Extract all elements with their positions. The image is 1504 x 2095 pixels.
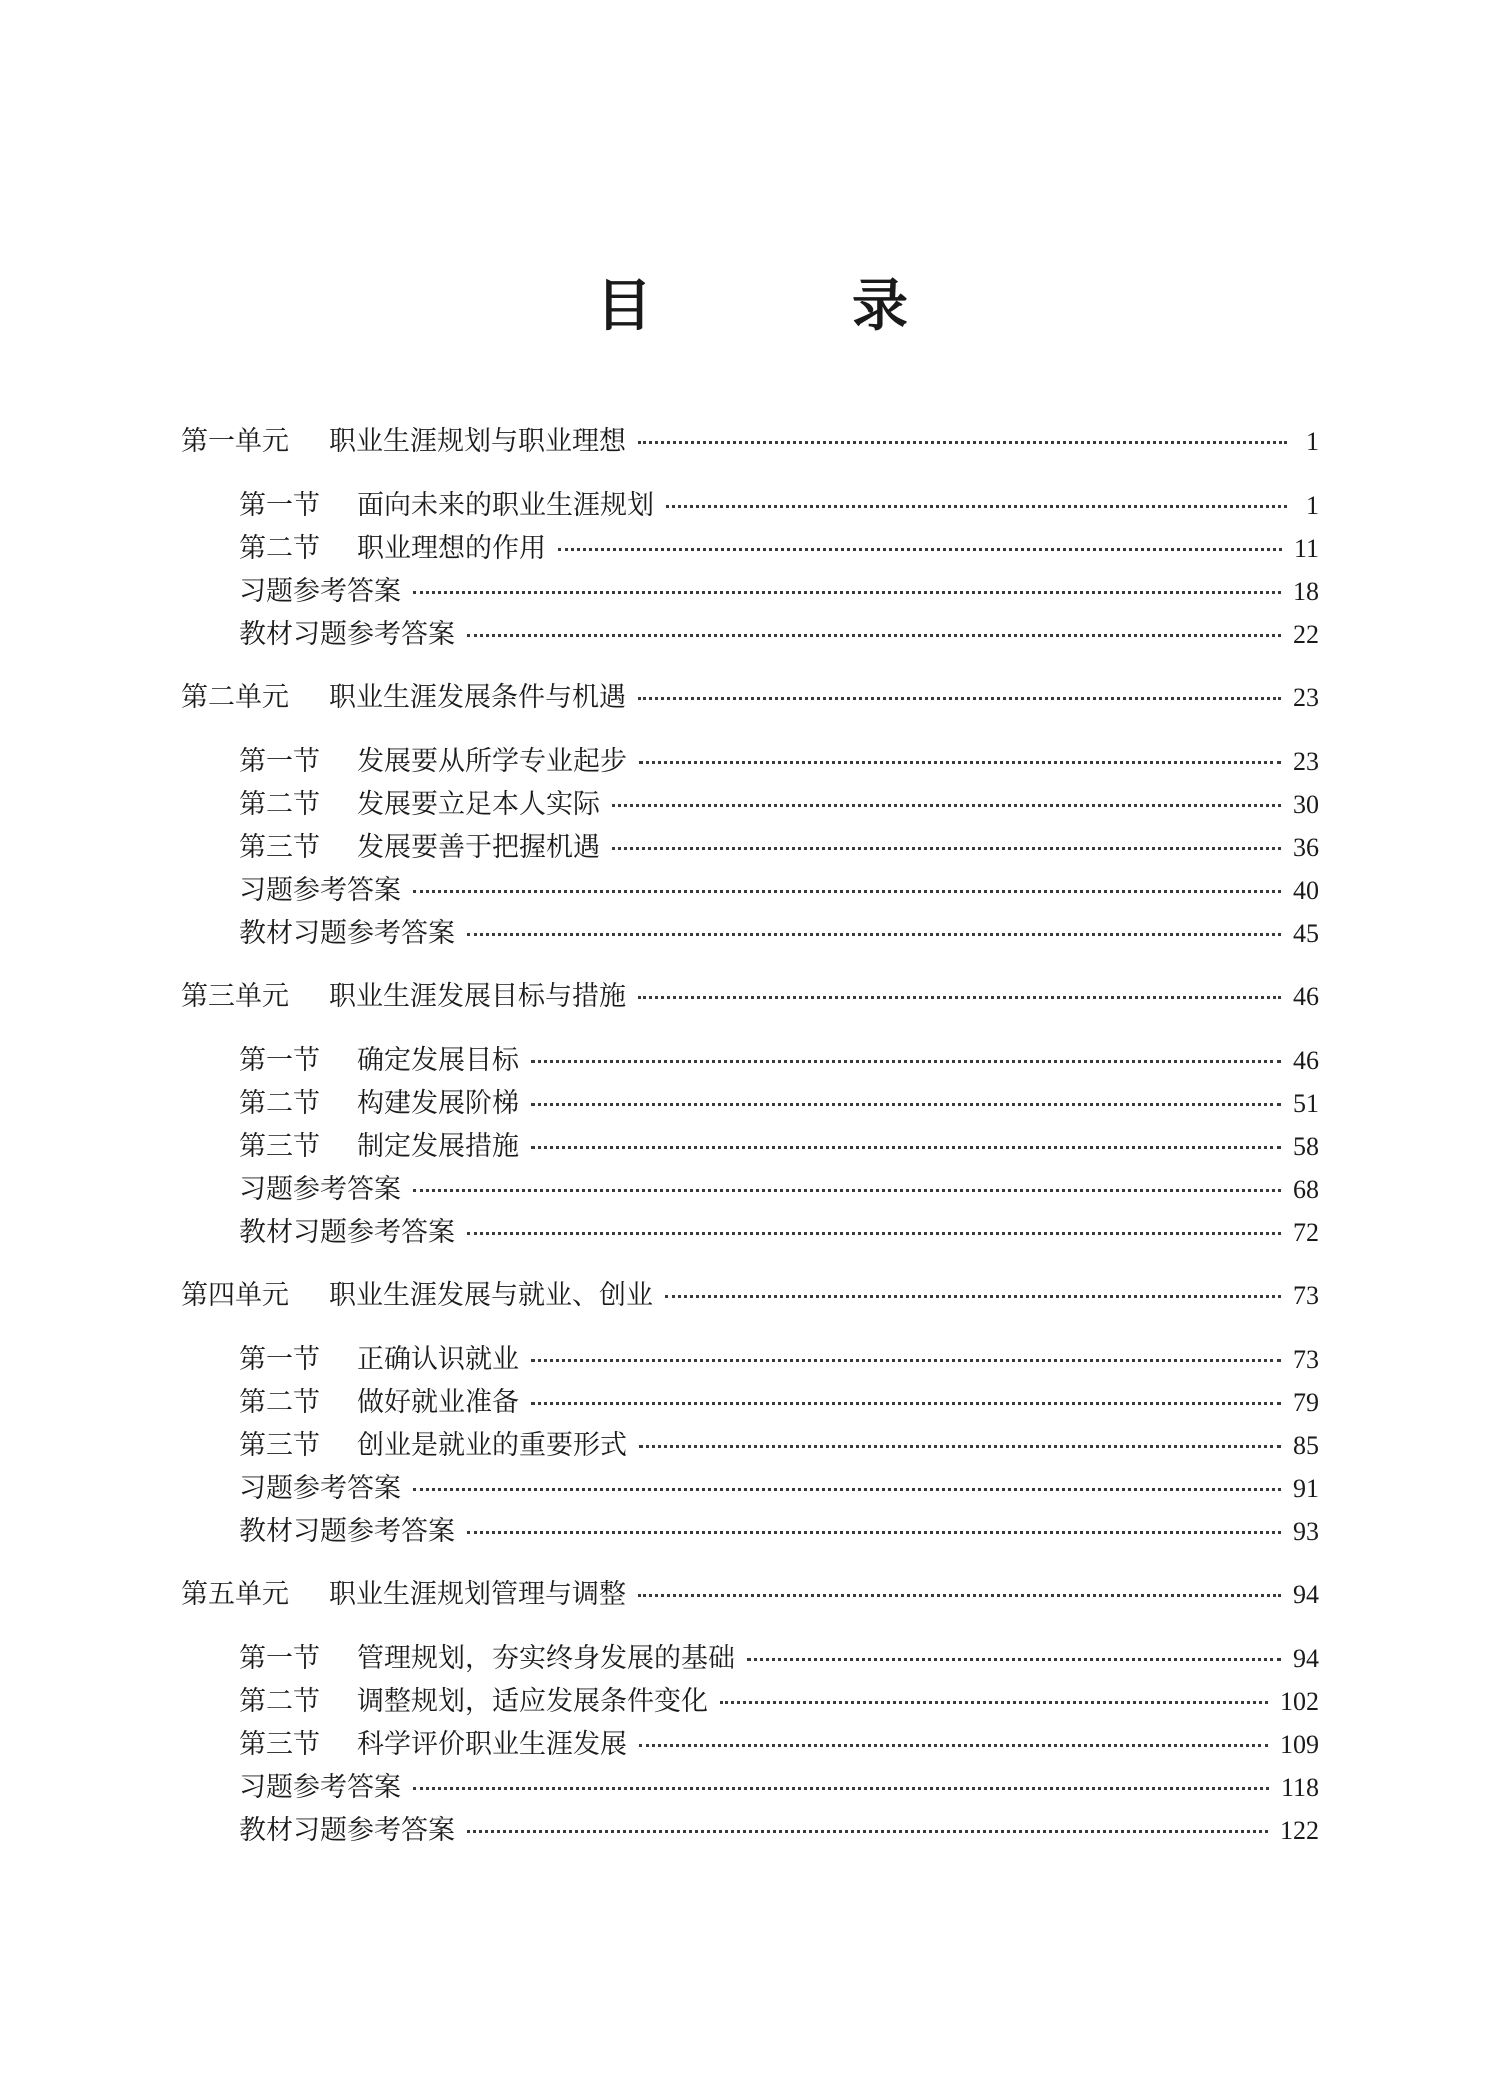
toc-entry-title: 发展要善于把握机遇 xyxy=(357,832,600,863)
toc-unit-heading[interactable] xyxy=(181,420,1319,464)
toc-unit xyxy=(181,1573,1319,1852)
toc-page-number: 109 xyxy=(1280,1730,1319,1759)
toc-unit-title: 职业生涯发展与就业、创业 xyxy=(329,1280,653,1311)
toc-entry-title: 发展要从所学专业起步 xyxy=(357,746,627,777)
dot-leader xyxy=(531,1059,1281,1063)
toc-entry[interactable] xyxy=(181,1381,1319,1424)
toc-entry-title: 职业理想的作用 xyxy=(357,533,546,564)
toc-entry-title: 正确认识就业 xyxy=(357,1344,519,1375)
toc-unit-title: 职业生涯发展条件与机遇 xyxy=(329,682,626,713)
dot-leader xyxy=(467,932,1281,936)
toc-entry-title: 习题参考答案 xyxy=(239,875,401,906)
toc-entry[interactable] xyxy=(181,783,1319,826)
toc-entry[interactable] xyxy=(181,1637,1319,1680)
dot-leader xyxy=(467,1231,1281,1235)
toc-page-number: 85 xyxy=(1293,1431,1319,1460)
toc-entry[interactable] xyxy=(181,1467,1319,1510)
toc-unit xyxy=(181,676,1319,955)
toc-unit-heading[interactable] xyxy=(181,975,1319,1019)
dot-leader xyxy=(467,1829,1268,1833)
dot-leader xyxy=(413,1188,1281,1192)
toc-entry[interactable] xyxy=(181,1039,1319,1082)
toc-entry-title: 管理规划，夯实终身发展的基础 xyxy=(357,1643,735,1674)
toc-unit xyxy=(181,420,1319,656)
toc-entry-title: 确定发展目标 xyxy=(357,1045,519,1076)
toc-entry[interactable] xyxy=(181,1125,1319,1168)
dot-leader xyxy=(720,1700,1268,1704)
toc-entry[interactable] xyxy=(181,1338,1319,1381)
toc-page-number: 91 xyxy=(1293,1474,1319,1503)
dot-leader xyxy=(531,1401,1281,1405)
toc-section-number: 第二节 xyxy=(239,1088,320,1119)
toc-page-number: 72 xyxy=(1293,1218,1319,1247)
dot-leader xyxy=(467,633,1281,637)
toc-entry[interactable] xyxy=(181,1766,1319,1809)
toc-page-number: 36 xyxy=(1293,833,1319,862)
dot-leader xyxy=(612,846,1281,850)
dot-leader xyxy=(639,1444,1281,1448)
toc-entry[interactable] xyxy=(181,740,1319,783)
dot-leader xyxy=(531,1358,1281,1362)
toc-entry[interactable] xyxy=(181,1809,1319,1852)
toc-section-number: 第二节 xyxy=(239,1387,320,1418)
toc-page-number: 79 xyxy=(1293,1388,1319,1417)
toc-page-number: 73 xyxy=(1293,1281,1319,1310)
toc-section-number: 第一节 xyxy=(239,746,320,777)
toc-entry-title: 做好就业准备 xyxy=(357,1387,519,1418)
dot-leader xyxy=(467,1530,1281,1534)
toc-unit-number: 第二单元 xyxy=(181,682,289,713)
toc-unit-number: 第三单元 xyxy=(181,981,289,1012)
dot-leader xyxy=(612,803,1281,807)
toc-entry[interactable] xyxy=(181,1510,1319,1553)
toc-section-number: 第一节 xyxy=(239,1045,320,1076)
dot-leader xyxy=(413,1487,1281,1491)
toc-page-number: 94 xyxy=(1293,1580,1319,1609)
toc-unit-heading[interactable] xyxy=(181,1573,1319,1617)
dot-leader xyxy=(639,760,1281,764)
dot-leader xyxy=(413,889,1281,893)
toc-entry-title: 教材习题参考答案 xyxy=(239,1516,455,1547)
toc-unit xyxy=(181,975,1319,1254)
dot-leader xyxy=(638,696,1281,700)
toc-entry-title: 制定发展措施 xyxy=(357,1131,519,1162)
toc-entry[interactable] xyxy=(181,484,1319,527)
toc-page-number: 68 xyxy=(1293,1175,1319,1204)
toc-page-number: 102 xyxy=(1280,1687,1319,1716)
toc-entry[interactable] xyxy=(181,1424,1319,1467)
toc-page-number: 22 xyxy=(1293,620,1319,649)
toc-unit-heading[interactable] xyxy=(181,676,1319,720)
toc-entry[interactable] xyxy=(181,613,1319,656)
dot-leader xyxy=(558,547,1282,551)
toc-section-number: 第一节 xyxy=(239,490,320,521)
toc-unit-number: 第五单元 xyxy=(181,1579,289,1610)
toc-entry-title: 创业是就业的重要形式 xyxy=(357,1430,627,1461)
toc-page-number: 94 xyxy=(1293,1644,1319,1673)
dot-leader xyxy=(639,1743,1268,1747)
toc-page-number: 118 xyxy=(1280,1773,1319,1802)
toc-entry-title: 发展要立足本人实际 xyxy=(357,789,600,820)
toc-unit xyxy=(181,1274,1319,1553)
dot-leader xyxy=(747,1657,1281,1661)
toc-entry-title: 教材习题参考答案 xyxy=(239,619,455,650)
toc-entry-title: 调整规划，适应发展条件变化 xyxy=(357,1686,708,1717)
toc-unit-title: 职业生涯规划管理与调整 xyxy=(329,1579,626,1610)
dot-leader xyxy=(638,995,1281,999)
dot-leader xyxy=(413,1786,1269,1790)
toc-entry-title: 教材习题参考答案 xyxy=(239,1217,455,1248)
toc-section-number: 第三节 xyxy=(239,1430,320,1461)
toc-section-number: 第二节 xyxy=(239,533,320,564)
page-title: 目 录 xyxy=(596,274,980,339)
toc-unit-number: 第四单元 xyxy=(181,1280,289,1311)
toc-entry-title: 习题参考答案 xyxy=(239,1772,401,1803)
toc-entry[interactable] xyxy=(181,1723,1319,1766)
toc-entry[interactable] xyxy=(181,826,1319,869)
toc-page-number: 1 xyxy=(1306,491,1319,520)
dot-leader xyxy=(666,504,1287,508)
toc-entry-title: 教材习题参考答案 xyxy=(239,1815,455,1846)
toc-entry[interactable] xyxy=(181,1168,1319,1211)
toc-page-number: 11 xyxy=(1293,534,1319,563)
dot-leader xyxy=(413,590,1281,594)
toc-section-number: 第一节 xyxy=(239,1344,320,1375)
toc-unit-heading[interactable] xyxy=(181,1274,1319,1318)
toc-unit-number: 第一单元 xyxy=(181,426,289,457)
toc-page-number: 18 xyxy=(1293,577,1319,606)
toc-entry-title: 教材习题参考答案 xyxy=(239,918,455,949)
toc-page-number: 122 xyxy=(1280,1816,1319,1845)
toc-entry[interactable] xyxy=(181,570,1319,613)
toc-section-number: 第三节 xyxy=(239,1131,320,1162)
toc-page-number: 1 xyxy=(1306,427,1319,456)
toc-entry-title: 习题参考答案 xyxy=(239,1473,401,1504)
toc-page-number: 40 xyxy=(1293,876,1319,905)
dot-leader xyxy=(638,440,1287,444)
toc-entry-title: 习题参考答案 xyxy=(239,1174,401,1205)
toc-entry[interactable] xyxy=(181,527,1319,570)
toc-page-number: 45 xyxy=(1293,919,1319,948)
dot-leader xyxy=(531,1145,1281,1149)
dot-leader xyxy=(531,1102,1281,1106)
toc-entry-title: 习题参考答案 xyxy=(239,576,401,607)
toc-entry[interactable] xyxy=(181,869,1319,912)
toc-entry-title: 科学评价职业生涯发展 xyxy=(357,1729,627,1760)
toc-page-number: 46 xyxy=(1293,982,1319,1011)
toc-section-number: 第一节 xyxy=(239,1643,320,1674)
toc-page-number: 58 xyxy=(1293,1132,1319,1161)
toc-section-number: 第二节 xyxy=(239,1686,320,1717)
toc-section-number: 第三节 xyxy=(239,832,320,863)
toc-section-number: 第二节 xyxy=(239,789,320,820)
table-of-contents xyxy=(181,420,1319,1872)
toc-unit-title: 职业生涯发展目标与措施 xyxy=(329,981,626,1012)
toc-page-number: 93 xyxy=(1293,1517,1319,1546)
toc-page-number: 73 xyxy=(1293,1345,1319,1374)
toc-page-number: 46 xyxy=(1293,1046,1319,1075)
dot-leader xyxy=(638,1593,1281,1597)
toc-page-number: 30 xyxy=(1293,790,1319,819)
toc-entry[interactable] xyxy=(181,1680,1319,1723)
toc-entry-title: 面向未来的职业生涯规划 xyxy=(357,490,654,521)
toc-section-number: 第三节 xyxy=(239,1729,320,1760)
toc-entry[interactable] xyxy=(181,1082,1319,1125)
toc-page-number: 51 xyxy=(1293,1089,1319,1118)
toc-entry-title: 构建发展阶梯 xyxy=(357,1088,519,1119)
toc-unit-title: 职业生涯规划与职业理想 xyxy=(329,426,626,457)
toc-entry[interactable] xyxy=(181,1211,1319,1254)
toc-page-number: 23 xyxy=(1293,683,1319,712)
toc-page-number: 23 xyxy=(1293,747,1319,776)
toc-entry[interactable] xyxy=(181,912,1319,955)
dot-leader xyxy=(665,1294,1281,1298)
